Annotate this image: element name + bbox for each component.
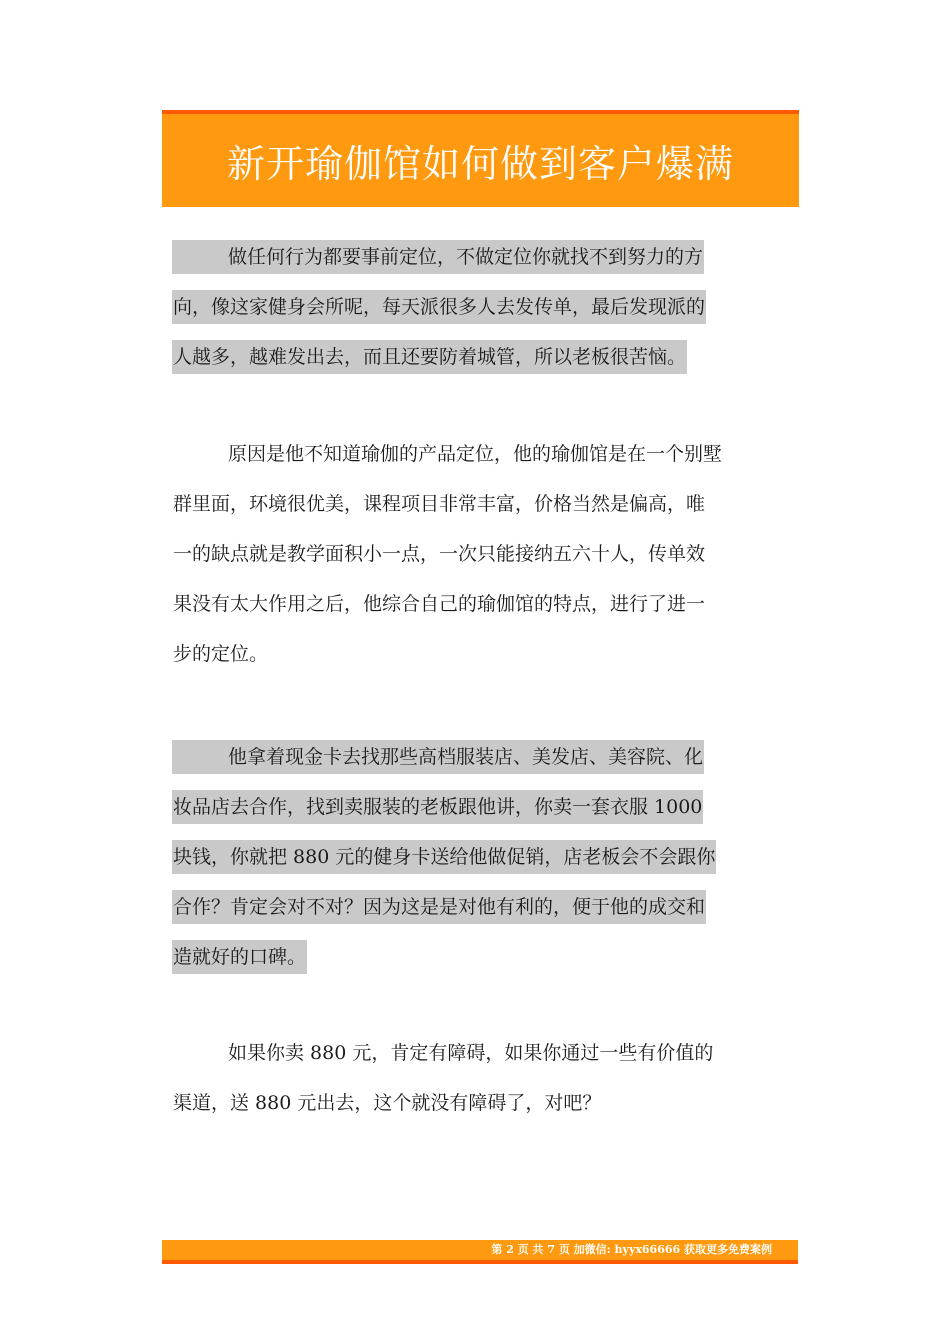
paragraph-1 bbox=[172, 232, 792, 382]
text-line-content: 一的缺点就是教学面积小一点，一次只能接纳五六十人，传单效 bbox=[173, 543, 706, 565]
document-title: 新开瑜伽馆如何做到客户爆满 bbox=[226, 142, 734, 186]
text-line bbox=[172, 629, 792, 679]
paragraph-2 bbox=[172, 429, 792, 679]
text-line-content: 人越多，越难发出去，而且还要防着城管，所以老板很苦恼。 bbox=[172, 340, 687, 374]
text-line bbox=[172, 529, 792, 579]
text-line bbox=[172, 332, 792, 382]
text-line-content: 合作？肯定会对不对？因为这是是对他有利的，便于他的成交和 bbox=[172, 890, 706, 924]
page-footer bbox=[162, 1240, 798, 1264]
footer-text: 第 2 页 共 7 页 加微信: hyyx66666 获取更多免费案例 bbox=[491, 1243, 772, 1256]
text-line-content: 如果你卖 880 元，肯定有障碍，如果你通过一些有价值的 bbox=[228, 1042, 714, 1064]
text-line-content: 渠道，送 880 元出去，这个就没有障碍了，对吧？ bbox=[173, 1092, 602, 1114]
text-line bbox=[172, 282, 792, 332]
text-line bbox=[172, 882, 792, 932]
text-line bbox=[172, 479, 792, 529]
text-line bbox=[172, 932, 792, 982]
text-line-content: 妆品店去合作，找到卖服装的老板跟他讲，你卖一套衣服 1000 bbox=[172, 790, 703, 824]
text-line bbox=[172, 579, 792, 629]
paragraph-3 bbox=[172, 732, 792, 982]
paragraph-4 bbox=[172, 1028, 792, 1128]
text-line bbox=[172, 429, 792, 479]
text-line bbox=[172, 782, 792, 832]
text-line bbox=[172, 832, 792, 882]
text-line-content: 他拿着现金卡去找那些高档服装店、美发店、美容院、化 bbox=[172, 740, 704, 774]
text-line bbox=[172, 1078, 792, 1128]
text-line bbox=[172, 1028, 792, 1078]
text-line-content: 果没有太大作用之后，他综合自己的瑜伽馆的特点，进行了进一 bbox=[173, 593, 706, 615]
text-line-content: 群里面，环境很优美，课程项目非常丰富，价格当然是偏高，唯 bbox=[173, 493, 706, 515]
text-line-content: 造就好的口碑。 bbox=[172, 940, 307, 974]
text-line-content: 向，像这家健身会所呢，每天派很多人去发传单，最后发现派的 bbox=[172, 290, 706, 324]
text-line-content: 做任何行为都要事前定位，不做定位你就找不到努力的方 bbox=[172, 240, 704, 274]
text-line-content: 步的定位。 bbox=[173, 643, 269, 665]
text-line bbox=[172, 232, 792, 282]
title-banner bbox=[162, 110, 799, 207]
text-line-content: 原因是他不知道瑜伽的产品定位，他的瑜伽馆是在一个别墅 bbox=[228, 443, 723, 465]
text-line-content: 块钱，你就把 880 元的健身卡送给他做促销，店老板会不会跟你 bbox=[172, 840, 716, 874]
text-line bbox=[172, 732, 792, 782]
